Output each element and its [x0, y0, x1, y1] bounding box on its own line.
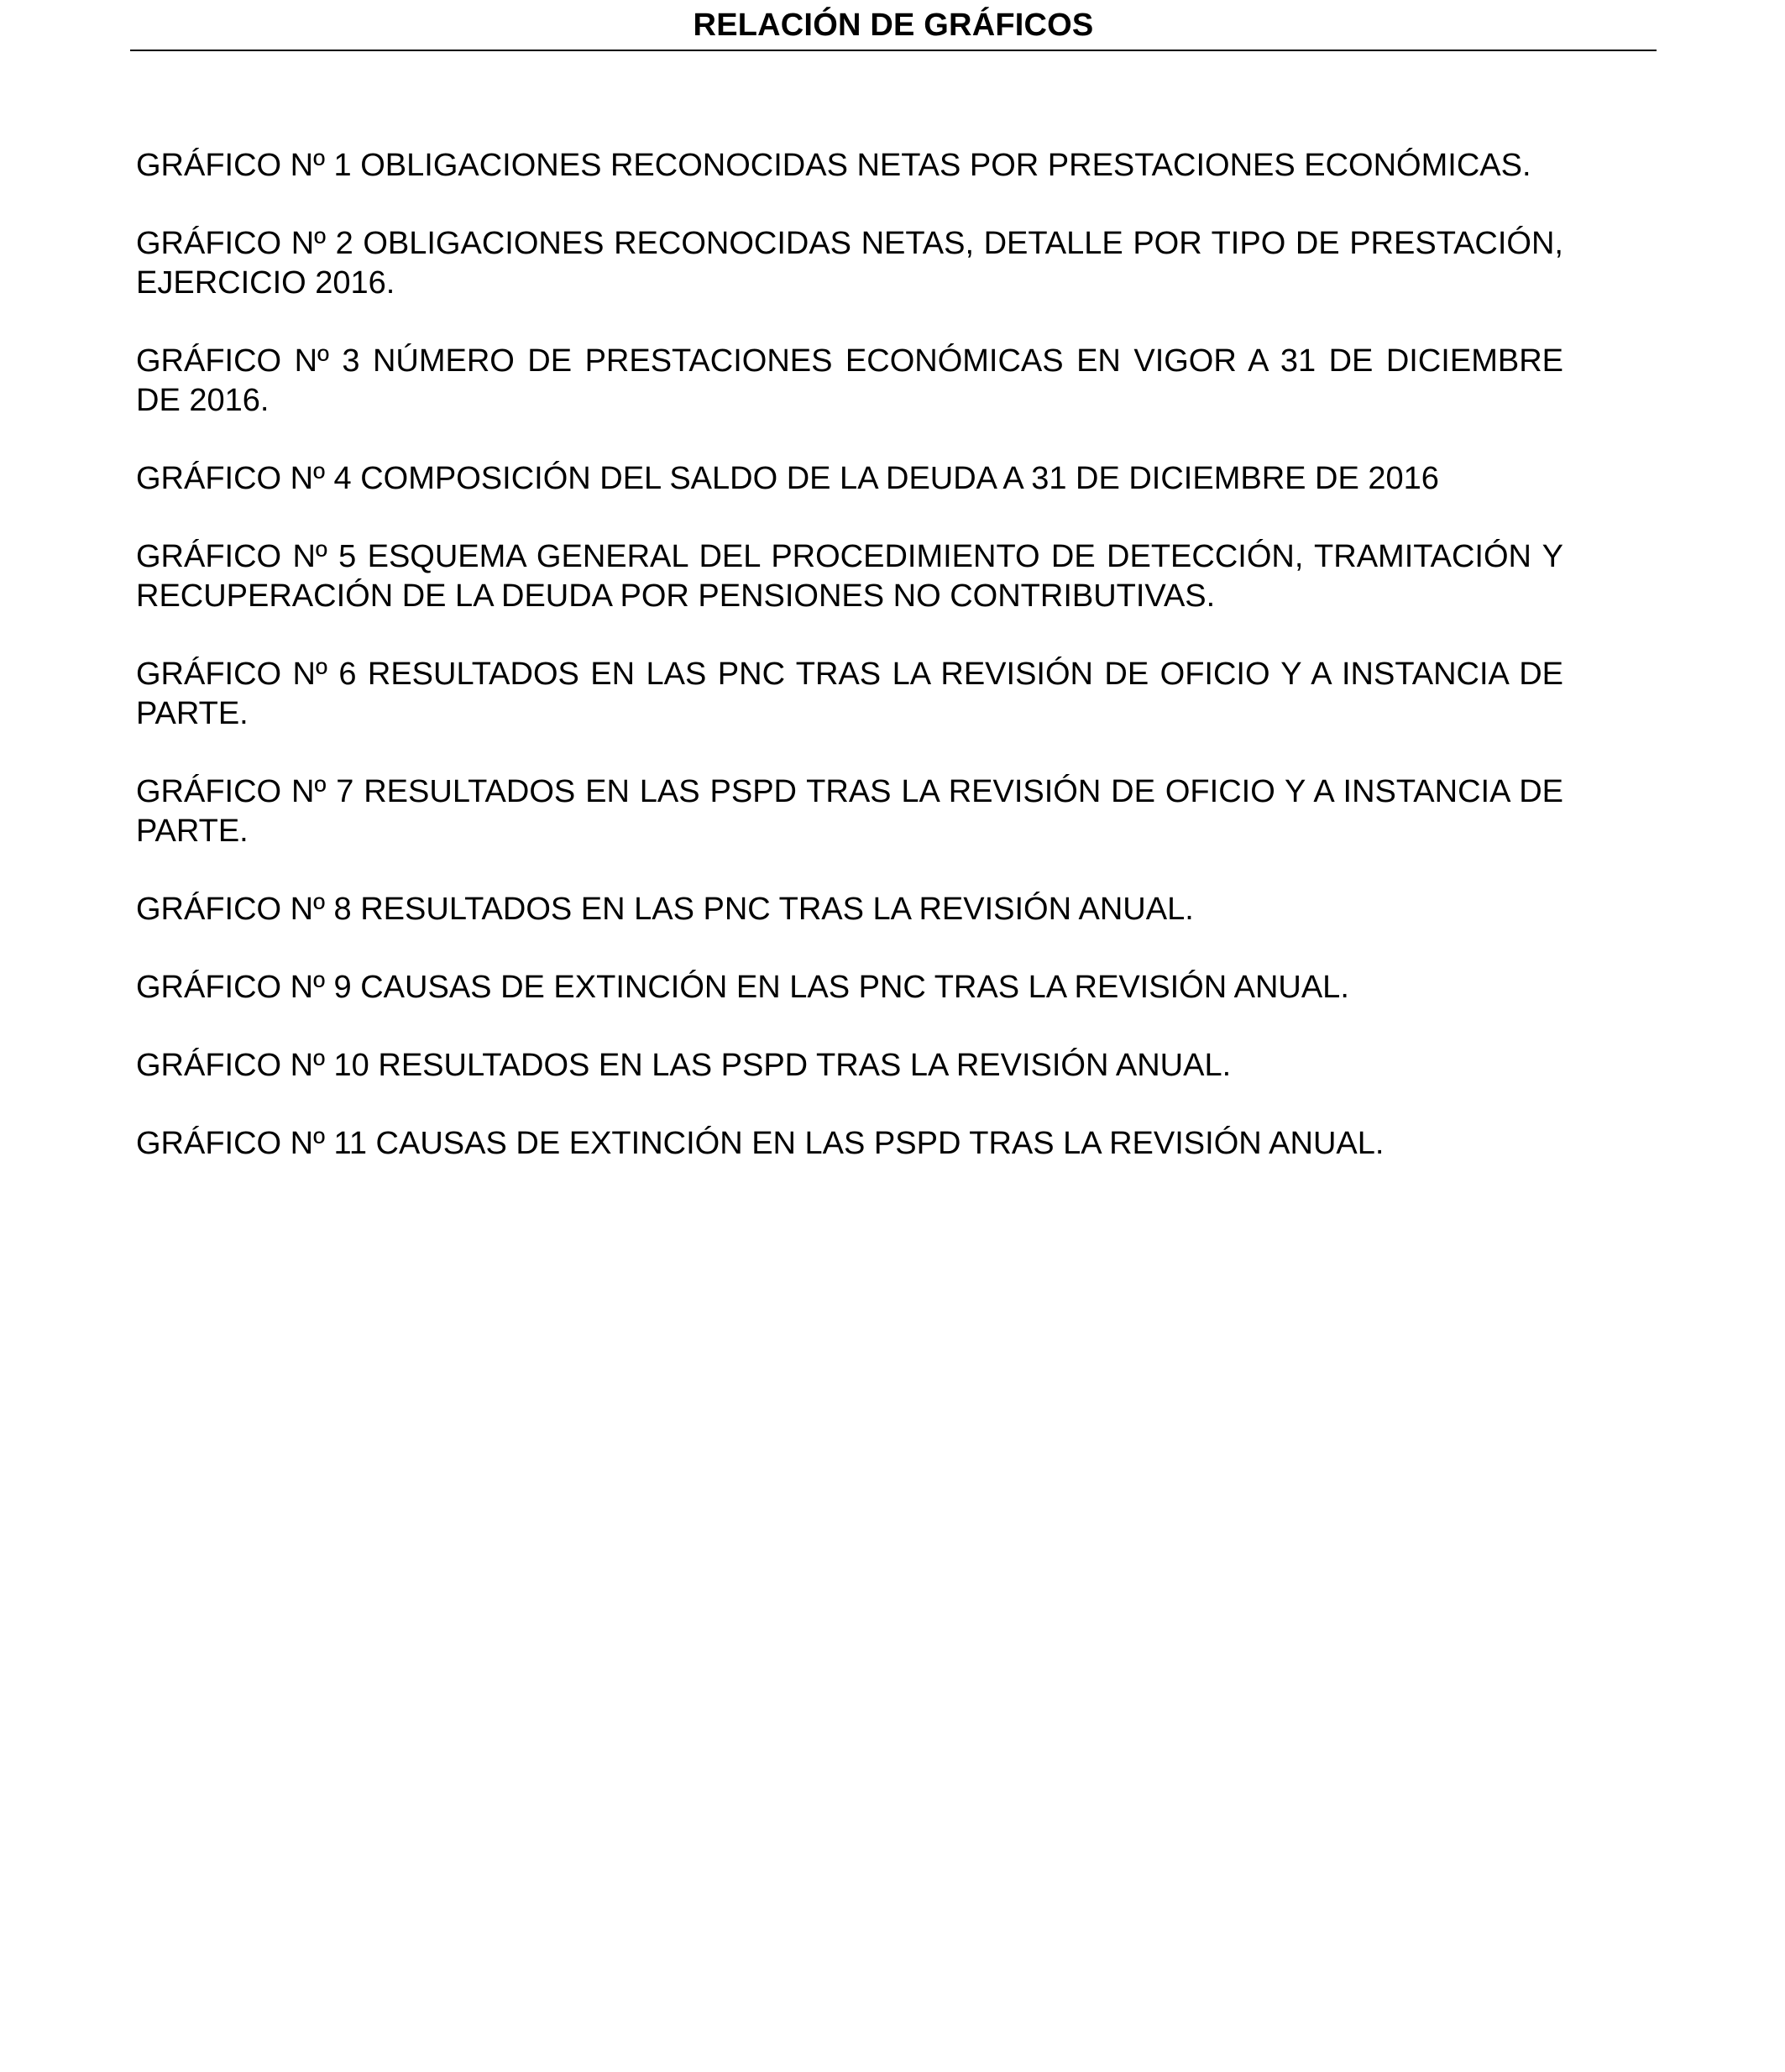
- list-item-chart-5: GRÁFICO Nº 5 ESQUEMA GENERAL DEL PROCEDIMIENTO DE DETECCIÓN, TRAMITACIÓN Y RECUPERACIÓN DE LA DEUDA POR PENSIONES NO CONTRIBUTIVAS.: [136, 539, 1563, 614]
- chart-list: [136, 146, 1563, 1202]
- list-item-chart-6: GRÁFICO Nº 6 RESULTADOS EN LAS PNC TRAS LA REVISIÓN DE OFICIO Y A INSTANCIA DE PARTE.: [136, 657, 1563, 731]
- list-item-chart-9: GRÁFICO Nº 9 CAUSAS DE EXTINCIÓN EN LAS PNC TRAS LA REVISIÓN ANUAL.: [136, 970, 1349, 1005]
- list-item-chart-3: GRÁFICO Nº 3 NÚMERO DE PRESTACIONES ECONÓMICAS EN VIGOR A 31 DE DICIEMBRE DE 2016.: [136, 343, 1563, 418]
- list-item-chart-11: GRÁFICO Nº 11 CAUSAS DE EXTINCIÓN EN LAS PSPD TRAS LA REVISIÓN ANUAL.: [136, 1126, 1385, 1161]
- list-item-chart-4: GRÁFICO Nº 4 COMPOSICIÓN DEL SALDO DE LA DEUDA A 31 DE DICIEMBRE DE 2016: [136, 461, 1439, 496]
- list-item-chart-7: GRÁFICO Nº 7 RESULTADOS EN LAS PSPD TRAS LA REVISIÓN DE OFICIO Y A INSTANCIA DE PARTE.: [136, 774, 1563, 849]
- list-item-chart-1: GRÁFICO Nº 1 OBLIGACIONES RECONOCIDAS NETAS POR PRESTACIONES ECONÓMICAS.: [136, 148, 1531, 183]
- page-title: RELACIÓN DE GRÁFICOS: [693, 8, 1094, 43]
- list-item-chart-2: GRÁFICO Nº 2 OBLIGACIONES RECONOCIDAS NETAS, DETALLE POR TIPO DE PRESTACIÓN, EJERCICIO 2016.: [136, 226, 1563, 301]
- list-item-chart-10: GRÁFICO Nº 10 RESULTADOS EN LAS PSPD TRAS LA REVISIÓN ANUAL.: [136, 1048, 1232, 1083]
- page-header: [130, 0, 1657, 51]
- list-item-chart-8: GRÁFICO Nº 8 RESULTADOS EN LAS PNC TRAS LA REVISIÓN ANUAL.: [136, 892, 1194, 927]
